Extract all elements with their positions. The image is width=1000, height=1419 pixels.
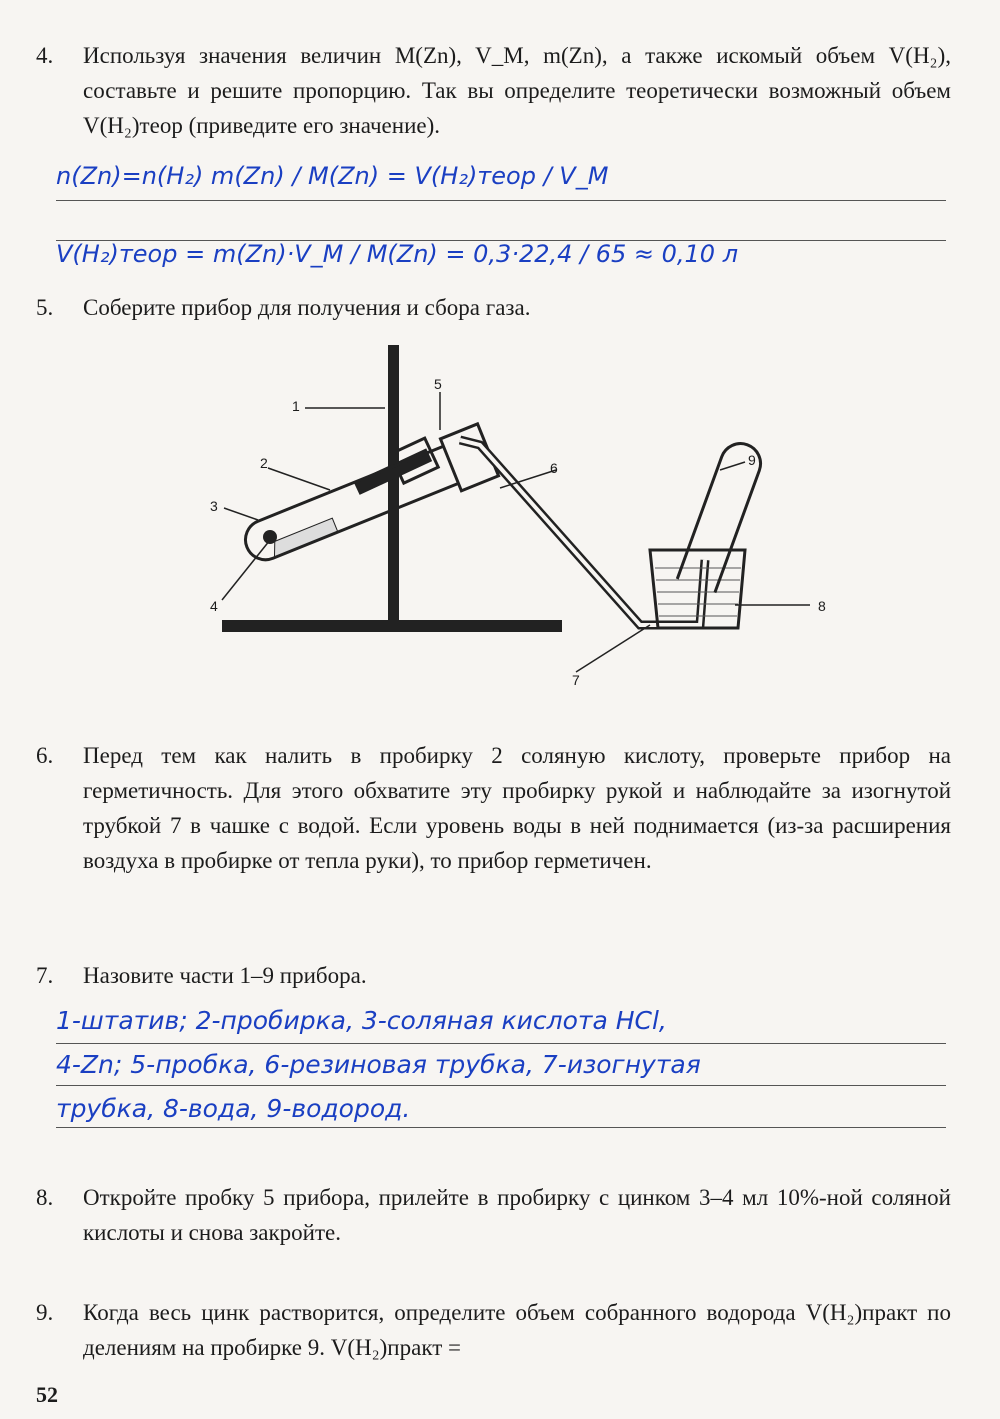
task-8-number: 8. [36, 1185, 54, 1210]
task-7-number: 7. [36, 963, 54, 988]
task-9-text: Когда весь цинк растворится, определите объем собранного водорода V(H₂)практ по делениям на пробирке 9. V(H₂)практ = [83, 1300, 951, 1360]
task-4-number: 4. [36, 43, 54, 68]
task-5-number: 5. [36, 295, 54, 320]
task-9-number: 9. [36, 1300, 54, 1325]
task-8 [36, 1180, 951, 1250]
task-6-number: 6. [36, 743, 54, 768]
label-3: 3 [210, 498, 218, 514]
zinc [263, 530, 277, 544]
task-5-text: Соберите прибор для получения и сбора газа. [83, 295, 531, 320]
label-5: 5 [434, 376, 442, 392]
task-7-handwritten-1: 1-штатив; 2-пробирка, 3-соляная кислота HCl, [56, 1006, 667, 1035]
delivery-tube [460, 440, 705, 625]
task-7-text: Назовите части 1–9 прибора. [83, 963, 367, 988]
task-4-text: Используя значения величин M(Zn), V_M, m(Zn), а также искомый объем V(H₂), составьте и решите пропорцию. Так вы определите теоретически возможный объем V(H₂)теор (приведите его значение). [83, 43, 951, 138]
task-8-text: Откройте пробку 5 прибора, прилейте в пробирку с цинком 3–4 мл 10%-ной соляной кислоты и снова закройте. [83, 1185, 951, 1245]
label-9: 9 [748, 452, 756, 468]
stand-rod [388, 345, 399, 625]
task-6 [36, 738, 951, 878]
label-2: 2 [260, 455, 268, 471]
task-4-handwritten-1: n(Zn)=n(H₂) m(Zn) / M(Zn) = V(H₂)теор / V_M [56, 162, 609, 190]
label-6: 6 [550, 460, 558, 476]
task-7 [36, 958, 951, 993]
label-8: 8 [818, 598, 826, 614]
task-7-handwritten-2: 4-Zn; 5-пробка, 6-резиновая трубка, 7-изогнутая [56, 1050, 701, 1079]
task-7-handwritten-3: трубка, 8-вода, 9-водород. [56, 1094, 411, 1123]
task-9 [36, 1295, 951, 1365]
task-4-handwritten-2: V(H₂)теор = m(Zn)·V_M / M(Zn) = 0,3·22,4 / 65 ≈ 0,10 л [56, 240, 739, 268]
label-7: 7 [572, 672, 580, 688]
label-1: 1 [292, 398, 300, 414]
task-6-text: Перед тем как налить в пробирку 2 соляную кислоту, проверьте прибор на герметичность. Для этого обхватите эту пробирку рукой и наблюдайте за изогнутой трубкой 7 в чашке с водой. Если уровень воды в ней поднимается (из-за расширения воздуха в пробирке от тепла руки), то прибор герметичен. [83, 743, 951, 873]
page-number: 52 [36, 1382, 58, 1407]
label-4: 4 [210, 598, 218, 614]
test-tube [236, 424, 498, 573]
answer-line [56, 1043, 946, 1044]
answer-line [56, 1127, 946, 1128]
answer-line [56, 1085, 946, 1086]
